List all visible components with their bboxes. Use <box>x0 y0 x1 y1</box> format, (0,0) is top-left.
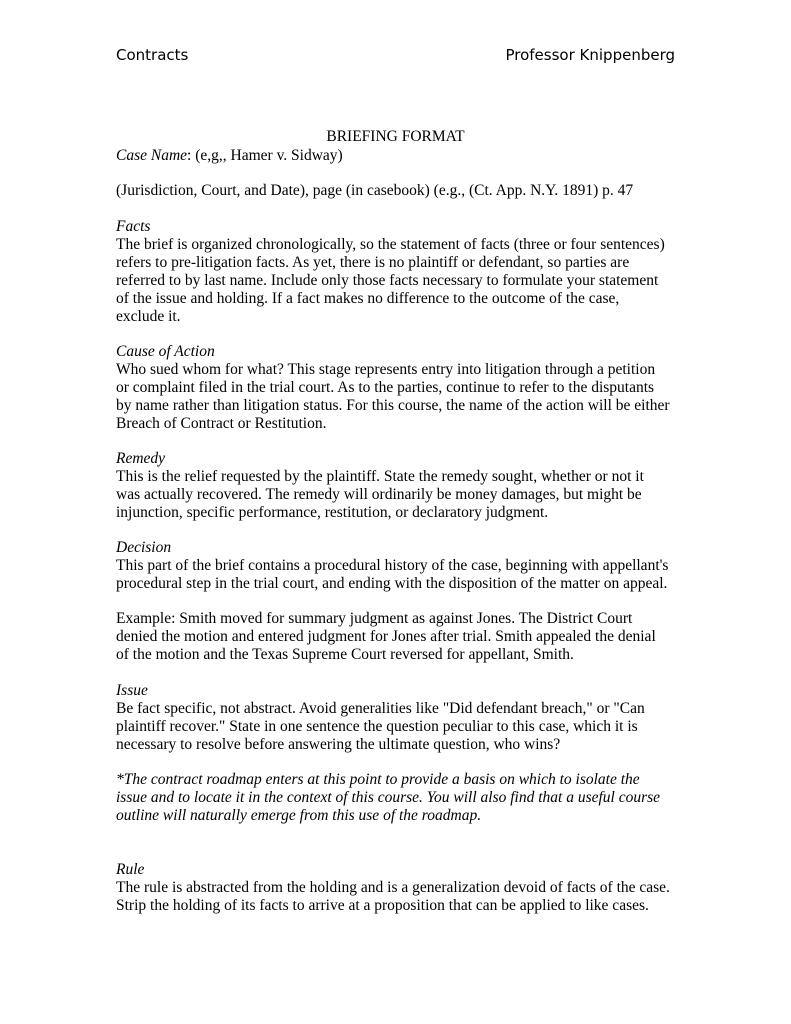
rule-line: The rule is abstracted from the holding and is a generalization devoid of facts of the case. <box>116 879 670 896</box>
cause-of-action-line: or complaint filed in the trial court. As to the parties, continue to refer to the disputants <box>116 379 655 396</box>
roadmap-note-line: *The contract roadmap enters at this point to provide a basis on which to isolate the <box>116 771 640 788</box>
decision-heading: Decision <box>116 539 172 556</box>
issue-line: Be fact specific, not abstract. Avoid generalities like "Did defendant breach," or "Can <box>116 700 645 717</box>
facts-line: of the issue and holding. If a fact makes no difference to the outcome of the case, <box>116 290 620 307</box>
cause-of-action-heading: Cause of Action <box>116 343 215 360</box>
case-name-value: : (e,g,, Hamer v. Sidway) <box>187 147 343 164</box>
jurisdiction-line: (Jurisdiction, Court, and Date), page (in casebook) (e.g., (Ct. App. N.Y. 1891) p. 47 <box>116 182 634 199</box>
document-title: BRIEFING FORMAT <box>326 128 465 145</box>
rule-line: Strip the holding of its facts to arrive at a proposition that can be applied to like cases. <box>116 897 649 914</box>
issue-heading: Issue <box>116 682 148 699</box>
rule-heading: Rule <box>116 861 145 878</box>
facts-heading: Facts <box>116 218 151 235</box>
facts-line: referred to by last name. Include only those facts necessary to formulate your statement <box>116 272 659 289</box>
roadmap-note-line: issue and to locate it in the context of this course. You will also find that a useful course <box>116 789 661 806</box>
header-professor: Professor Knippenberg <box>505 46 675 64</box>
decision-line: procedural step in the trial court, and ending with the disposition of the matter on appeal. <box>116 575 668 592</box>
remedy-line: injunction, specific performance, restitution, or declaratory judgment. <box>116 504 549 521</box>
cause-of-action-line: Who sued whom for what? This stage represents entry into litigation through a petition <box>116 361 656 378</box>
facts-line: The brief is organized chronologically, so the statement of facts (three or four sentences) <box>116 236 665 253</box>
roadmap-note-line: outline will naturally emerge from this use of the roadmap. <box>116 807 482 824</box>
decision-example-line: denied the motion and entered judgment for Jones after trial. Smith appealed the denial <box>116 628 656 645</box>
issue-line: plaintiff recover." State in one sentence the question peculiar to this case, which it is <box>116 718 638 735</box>
case-name-line <box>116 147 343 165</box>
cause-of-action-line: by name rather than litigation status. For this course, the name of the action will be either <box>116 397 670 414</box>
decision-example-line: Example: Smith moved for summary judgment as against Jones. The District Court <box>116 610 633 627</box>
header-course: Contracts <box>116 46 189 64</box>
issue-line: necessary to resolve before answering the ultimate question, who wins? <box>116 736 561 753</box>
cause-of-action-line: Breach of Contract or Restitution. <box>116 415 327 432</box>
remedy-heading: Remedy <box>116 450 166 467</box>
decision-example-line: of the motion and the Texas Supreme Court reversed for appellant, Smith. <box>116 646 574 663</box>
remedy-line: was actually recovered. The remedy will ordinarily be money damages, but might be <box>116 486 642 503</box>
remedy-line: This is the relief requested by the plaintiff. State the remedy sought, whether or not it <box>116 468 644 485</box>
case-name-label: Case Name <box>116 147 188 164</box>
facts-line: refers to pre-litigation facts. As yet, there is no plaintiff or defendant, so parties are <box>116 254 630 271</box>
decision-line: This part of the brief contains a procedural history of the case, beginning with appellant's <box>116 557 669 574</box>
facts-line: exclude it. <box>116 308 181 325</box>
